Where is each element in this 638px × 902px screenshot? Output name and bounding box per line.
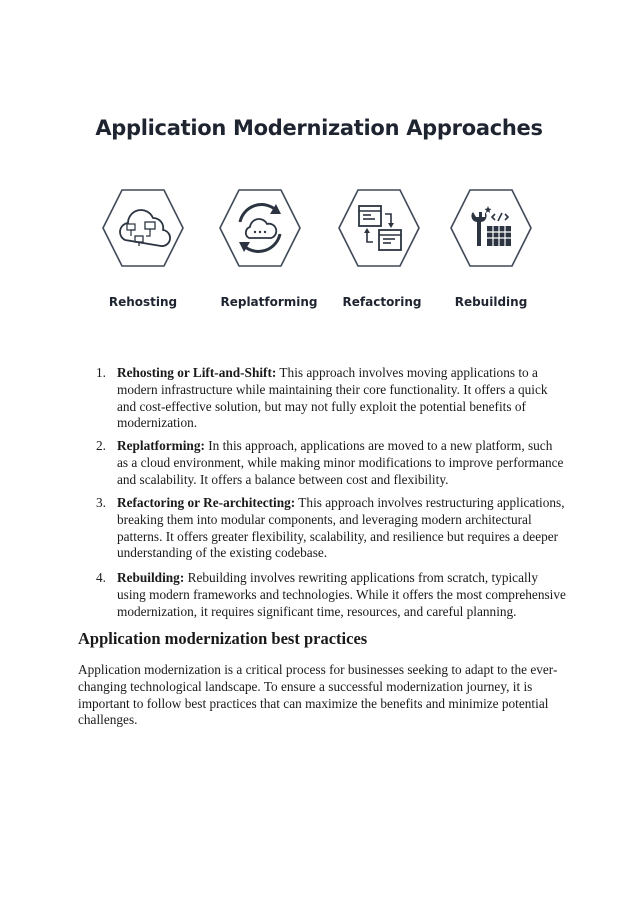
list-number: 1.	[96, 365, 106, 380]
list-number: 4.	[96, 570, 106, 585]
list-number: 3.	[96, 495, 106, 510]
approach-label-rehosting: Rehosting	[108, 295, 178, 309]
tools-code-icon	[449, 186, 533, 270]
cloud-sync-icon	[218, 186, 302, 270]
list-term: Replatforming:	[117, 438, 205, 453]
list-term: Rehosting or Lift-and-Shift:	[117, 365, 277, 380]
list-term: Refactoring or Re-architecting:	[117, 495, 296, 510]
list-item	[96, 365, 566, 432]
list-term: Rebuilding:	[117, 570, 185, 585]
list-text: Rebuilding involves rewriting applications from scratch, typically using modern frameworks and technologies. While it offers the most comprehensive modernization, it requires significant time, resources, and careful planning.	[117, 570, 566, 619]
cloud-network-icon	[101, 186, 185, 270]
approach-label-replatforming: Replatforming	[220, 295, 318, 309]
list-item	[96, 570, 566, 620]
list-number: 2.	[96, 438, 106, 453]
approach-label-rebuilding: Rebuilding	[454, 295, 528, 309]
figure-title: Application Modernization Approaches	[95, 116, 543, 140]
approach-label-refactoring: Refactoring	[342, 295, 422, 309]
list-text: In this approach, applications are moved to a new platform, such as a cloud environment, while making minor modifications to improve performance and scalability. It offers a balance between cost and flexibility.	[117, 438, 564, 487]
section-heading: Application modernization best practices	[78, 629, 368, 648]
list-item	[96, 438, 566, 488]
list-item	[96, 495, 566, 562]
list-text: This approach involves moving applications to a modern infrastructure while maintaining their core functionality. It offers a quick and cost-effective solution, but may not fully exploit the potential benefits of modernization.	[117, 365, 548, 431]
code-windows-exchange-icon	[337, 186, 421, 270]
section-paragraph: Application modernization is a critical process for businesses seeking to adapt to the ever-changing technological landscape. To ensure a successful modernization journey, it is important to follow best practices that can maximize the benefits and minimize potential challenges.	[78, 662, 558, 728]
list-text: This approach involves restructuring applications, breaking them into modular components, and leveraging modern architectural patterns. It offers greater flexibility, scalability, and resilience but requires a deeper understanding of the existing codebase.	[117, 495, 565, 561]
